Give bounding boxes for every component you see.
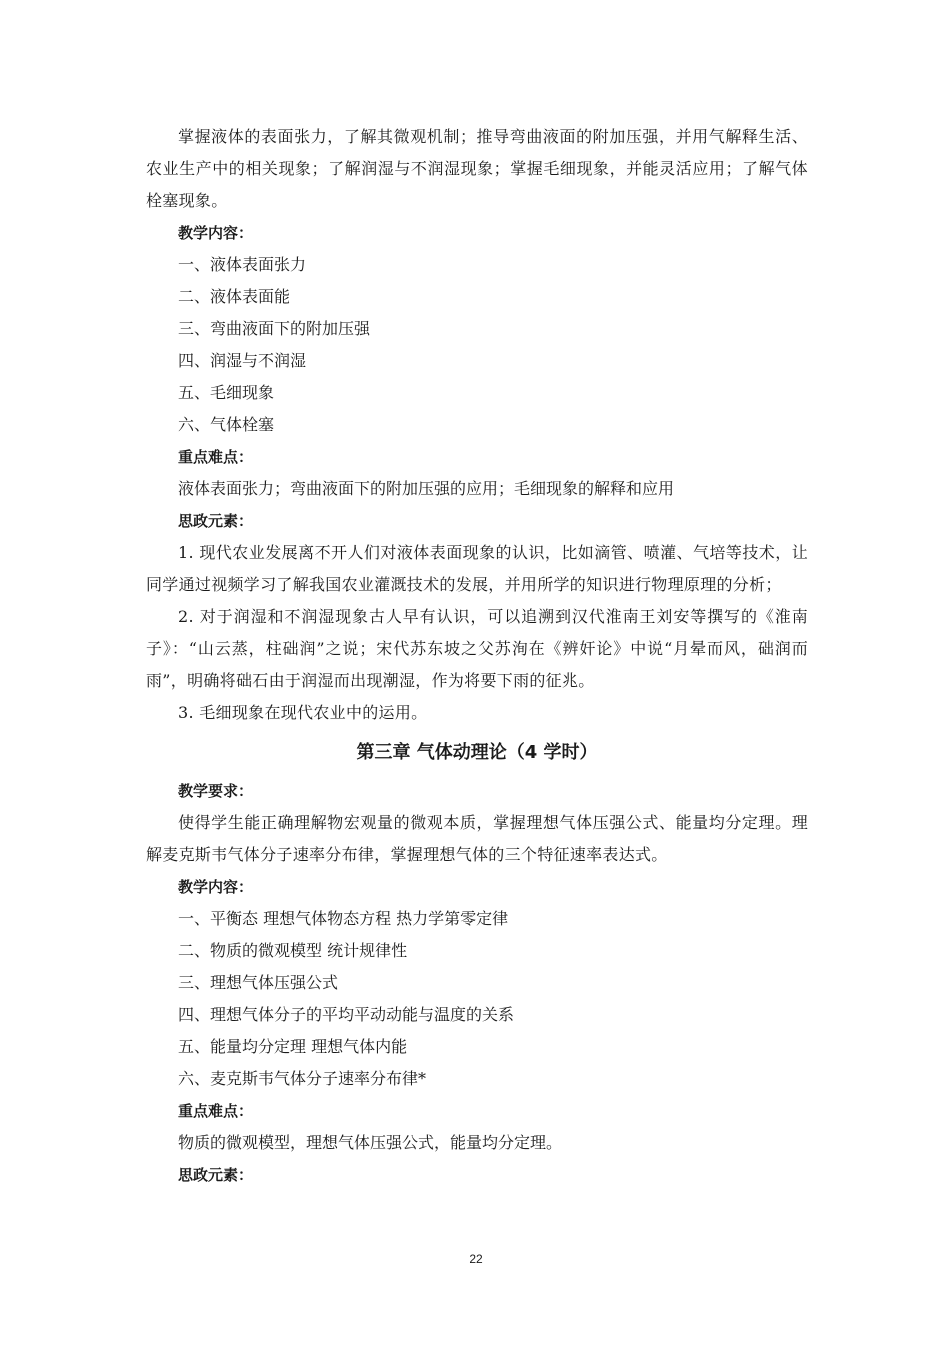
content-item: 二、物质的微观模型 统计规律性	[178, 941, 408, 960]
page-content	[146, 121, 808, 1191]
page-number: 22	[469, 1252, 483, 1266]
content-item: 五、能量均分定理 理想气体内能	[178, 1037, 408, 1056]
content-item: 三、理想气体压强公式	[178, 973, 339, 992]
ideology-item: 2. 对于润湿和不润湿现象古人早有认识，可以追溯到汉代淮南王刘安等撰写的《淮南子》：“山云蒸，柱础润”之说；宋代苏东坡之父苏洵在《辨奸论》中说“月晕而风，础润而雨”，明确将础石由于润湿而出现潮湿，作为将要下雨的征兆。	[146, 607, 808, 690]
ideology-item: 1. 现代农业发展离不开人们对液体表面现象的认识，比如滴管、喷灌、气培等技术，让同学通过视频学习了解我国农业灌溉技术的发展，并用所学的知识进行物理原理的分析；	[146, 543, 808, 594]
content-item: 四、理想气体分子的平均平动动能与温度的关系	[178, 1005, 515, 1024]
content-item: 六、气体栓塞	[178, 415, 275, 434]
teaching-requirements-heading: 教学要求：	[178, 782, 254, 800]
chapter-title: 第三章 气体动理论（4 学时）	[356, 742, 598, 763]
ideology-heading: 思政元素：	[178, 1166, 254, 1184]
content-item: 六、麦克斯韦气体分子速率分布律*	[178, 1069, 427, 1088]
key-points-heading: 重点难点：	[178, 448, 254, 466]
ideology-heading: 思政元素：	[178, 512, 254, 530]
content-item: 二、液体表面能	[178, 287, 291, 306]
teaching-requirements-text: 使得学生能正确理解物宏观量的微观本质，掌握理想气体压强公式、能量均分定理。理解麦克斯韦气体分子速率分布律，掌握理想气体的三个特征速率表达式。	[146, 813, 808, 864]
content-item: 一、平衡态 理想气体物态方程 热力学第零定律	[178, 909, 509, 928]
key-points-heading: 重点难点：	[178, 1102, 254, 1120]
content-item: 五、毛细现象	[178, 383, 275, 402]
content-item: 三、弯曲液面下的附加压强	[178, 319, 371, 338]
ideology-item: 3. 毛细现象在现代农业中的运用。	[178, 703, 428, 722]
content-item: 一、液体表面张力	[178, 255, 307, 274]
teaching-content-heading: 教学内容：	[178, 878, 254, 896]
key-points-text: 液体表面张力；弯曲液面下的附加压强的应用；毛细现象的解释和应用	[178, 479, 675, 498]
teaching-content-heading: 教学内容：	[178, 224, 254, 242]
content-item: 四、润湿与不润湿	[178, 351, 307, 370]
key-points-text: 物质的微观模型，理想气体压强公式，能量均分定理。	[178, 1133, 563, 1152]
intro-paragraph: 掌握液体的表面张力，了解其微观机制；推导弯曲液面的附加压强，并用气解释生活、农业生产中的相关现象；了解润湿与不润湿现象；掌握毛细现象，并能灵活应用；了解气体栓塞现象。	[146, 127, 808, 210]
